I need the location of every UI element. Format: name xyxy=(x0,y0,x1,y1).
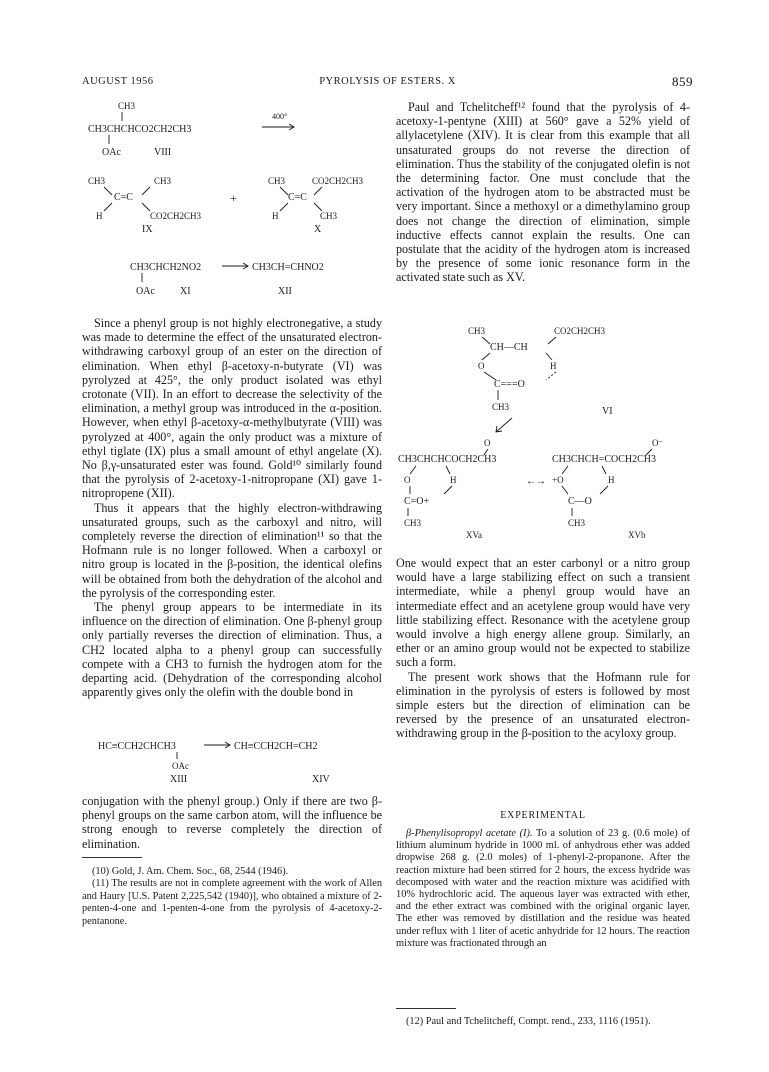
paragraph: Paul and Tchelitcheff¹² found that the pyrolysis of 4-acetoxy-1-pentyne (XIII) at 560° gave a 52% yield of allylacetylene (XIV). It is clear from this example that all unsaturated groups do not reverse the direction of elimination. Thus the stability of the conjugated olefin is not the determining factor. One must conclude that the activation of the hydrogen atom to be abstracted must be very important. Since a methoxyl or a dimethylamino group does not change the direction of elimination, simple inductive effects cannot explain the results. One can postulate that the acidity of the hydrogen atom is increased by the presence of some ionic resonance form in the activated state such as XV. xyxy=(396,100,690,285)
x-top-right: CO2CH2CH3 xyxy=(312,176,364,186)
procedure-text: To a solution of 23 g. (0.6 mole) of lithium aluminum hydride in 1000 ml. of anhydrous ether was added dropwise 268 g. (2.0 moles) of 1-phenyl-2-propanone. After the reaction mixture had been stirred for 2 hours, the excess hydride was decomposed with water and the reaction mixture was acidified with 10% hydrochloric acid. The aqueous layer was extracted with ether, and the ether extract was combined with the original organic layer. The ether was removed by distillation and the residue was heated under reflux with 1 liter of acetic anhydride for 12 hours. The reaction mixture was fractionated through an xyxy=(396,828,690,949)
label-xiii: XIII xyxy=(170,774,188,785)
vi-carbonyl: C===O xyxy=(494,379,525,390)
experimental-text xyxy=(396,828,690,950)
x-double-bond: C=C xyxy=(288,192,307,203)
xvb-chain: CH3CHCH=COCH2CH3 xyxy=(552,454,656,465)
ix-top-right: CH3 xyxy=(154,176,172,186)
paragraph: Since a phenyl group is not highly electronegative, a study was made to determine the effect of the unsaturated electron-withdrawing carboxyl group of an ester on the direction of elimination. When ethyl β-acetoxy-n-butyrate (VI) was pyrolyzed at 425°, the only product isolated was ethyl crotonate (VII). In an effort to decrease the selectivity of the elimination, a methyl group was introduced in the α-position. However, when ethyl β-acetoxy-α-methylbutyrate (VIII) was pyrolyzed at 400°, again the only product was a mixture of ethyl tiglate (IX) plus a small amount of ethyl angelate (X). No β,γ-unsaturated ester was found. Gold¹⁰ similarly found that the pyrolysis of 2-acetoxy-1-nitropropane (XI) gave 1-nitropropene (XII). xyxy=(82,316,382,501)
xvb-oxygen-minus: O⁻ xyxy=(652,438,664,448)
ix-bottom-left: H xyxy=(96,211,103,221)
vi-ch3-bottom: CH3 xyxy=(492,402,510,412)
footnote-rule xyxy=(82,857,142,858)
label-xii: XII xyxy=(278,286,292,297)
scheme2-oac: OAc xyxy=(172,761,189,771)
vi-hydrogen: H xyxy=(550,361,557,371)
xiv-formula: CH≡CCH2CH=CH2 xyxy=(234,741,318,752)
vi-oxygen: O xyxy=(478,361,485,371)
page-number: 859 xyxy=(672,74,693,89)
label-x: X xyxy=(314,224,322,235)
xvb-oxonium: +O xyxy=(552,475,564,485)
paragraph: The present work shows that the Hofmann rule for elimination in the pyrolysis of esters is followed by most simple esters but the direction of elimination can be reversed by the presence of an unsaturated electron-withdrawing group in the β-position to the acyloxy group. xyxy=(396,669,690,741)
label-xva: XVa xyxy=(466,530,482,540)
scheme-temperature: 400° xyxy=(272,112,288,121)
ix-top-left: CH3 xyxy=(88,176,106,186)
plus-sign: + xyxy=(230,191,237,205)
left-footnotes xyxy=(82,866,382,928)
right-column-continued xyxy=(396,556,690,741)
compound-title: β-Phenylisopropyl acetate (I). xyxy=(406,828,533,839)
xva-chain: CH3CHCHCOCH2CH3 xyxy=(398,454,497,465)
xii-formula: CH3CH=CHNO2 xyxy=(252,262,324,273)
xiii-formula: HC≡CCH2CHCH3 xyxy=(98,741,176,752)
label-vi: VI xyxy=(602,406,613,417)
scheme-oac: OAc xyxy=(102,147,121,158)
header-date: AUGUST 1956 xyxy=(82,76,154,87)
scheme-oac-2: OAc xyxy=(136,286,155,297)
xva-c-o-plus: C=O+ xyxy=(404,496,430,507)
ix-bottom-right: CO2CH2CH3 xyxy=(150,211,202,221)
label-viii: VIII xyxy=(154,147,172,158)
reaction-scheme-viii-xii xyxy=(82,100,382,300)
vi-ch-ch: CH—CH xyxy=(490,342,528,353)
xvb-ch3: CH3 xyxy=(568,518,586,528)
resonance-arrow: ←→ xyxy=(526,476,546,487)
xva-ch3: CH3 xyxy=(404,518,422,528)
header-title: PYROLYSIS OF ESTERS. X xyxy=(319,76,456,87)
label-ix: IX xyxy=(142,224,153,235)
running-header xyxy=(82,76,693,92)
xi-formula: CH3CHCH2NO2 xyxy=(130,262,202,273)
label-xiv: XIV xyxy=(312,774,330,785)
section-heading-experimental: EXPERIMENTAL xyxy=(500,810,586,821)
footnote-10: (10) Gold, J. Am. Chem. Soc., 68, 2544 (1946). xyxy=(92,866,289,877)
footnote-11: (11) The results are not in complete agreement with the work of Allen and Haury [U.S. Patent 2,225,542 (1940)], who obtained a mixture of 2-penten-4-one and 1-penten-4-one from the pyrolysis of 4-acetoxy-2-pentanone. xyxy=(82,878,382,927)
vi-ester: CO2CH2CH3 xyxy=(554,326,606,336)
vi-ch3: CH3 xyxy=(468,326,486,336)
resonance-scheme-xv xyxy=(396,320,690,552)
label-xvb: XVb xyxy=(628,530,646,540)
xva-hydrogen: H xyxy=(450,475,457,485)
reaction-scheme-xiii-xiv xyxy=(82,738,382,786)
scheme-viii-chain: CH3CHCHCO2CH2CH3 xyxy=(88,124,192,135)
left-column-text xyxy=(82,316,382,699)
xvb-hydrogen: H xyxy=(608,475,615,485)
left-column-continued xyxy=(82,794,382,851)
ix-double-bond: C=C xyxy=(114,192,133,203)
x-bottom-left: H xyxy=(272,211,279,221)
right-column-text xyxy=(396,100,690,285)
paragraph: The phenyl group appears to be intermediate in its influence on the direction of elimination. One β-phenyl group only partially reverses the direction of elimination. Thus, a CH2 located alpha to a phenyl group can successfully compete with a CH3 to furnish the hydrogen atom for the departing acid. (Dehydration of the corresponding alcohol apparently gives only the olefin with the double bond in xyxy=(82,600,382,700)
right-footnotes xyxy=(396,1016,690,1028)
x-top-left: CH3 xyxy=(268,176,286,186)
paragraph: One would expect that an ester carbonyl or a nitro group would have a large stabilizing effect on such a transient intermediate, while a phenyl group would have an intermediate effect and an acetylene group would have very little stabilizing effect. Resonance with the acetylene group would involve a high energy allene group. Similarly, an ether or an amino group would not be expected to stabilize such a form. xyxy=(396,556,690,670)
footnote-12: (12) Paul and Tchelitcheff, Compt. rend., 233, 1116 (1951). xyxy=(406,1016,651,1027)
xvb-c-o: C—O xyxy=(568,496,592,507)
footnote-rule-right xyxy=(396,1008,456,1009)
label-xi: XI xyxy=(180,286,191,297)
paragraph: conjugation with the phenyl group.) Only if there are two β-phenyl groups on the same carbon atom, will the influence be strong enough to reverse completely the direction of elimination. xyxy=(82,794,382,851)
scheme-ch3-top: CH3 xyxy=(118,101,136,111)
paragraph: Thus it appears that the highly electron-withdrawing unsaturated groups, such as the carboxyl and nitro, will completely reverse the direction of elimination¹¹ so that the Hofmann rule is no longer followed. When a carboxyl or nitro group is located in the β-position, the identical olefins will be obtained from both the dehydration of the alcohol and the pyrolysis of the corresponding ester. xyxy=(82,500,382,600)
xva-oxygen: O xyxy=(404,475,411,485)
xva-oxygen-top: O xyxy=(484,438,491,448)
x-bottom-right: CH3 xyxy=(320,211,338,221)
